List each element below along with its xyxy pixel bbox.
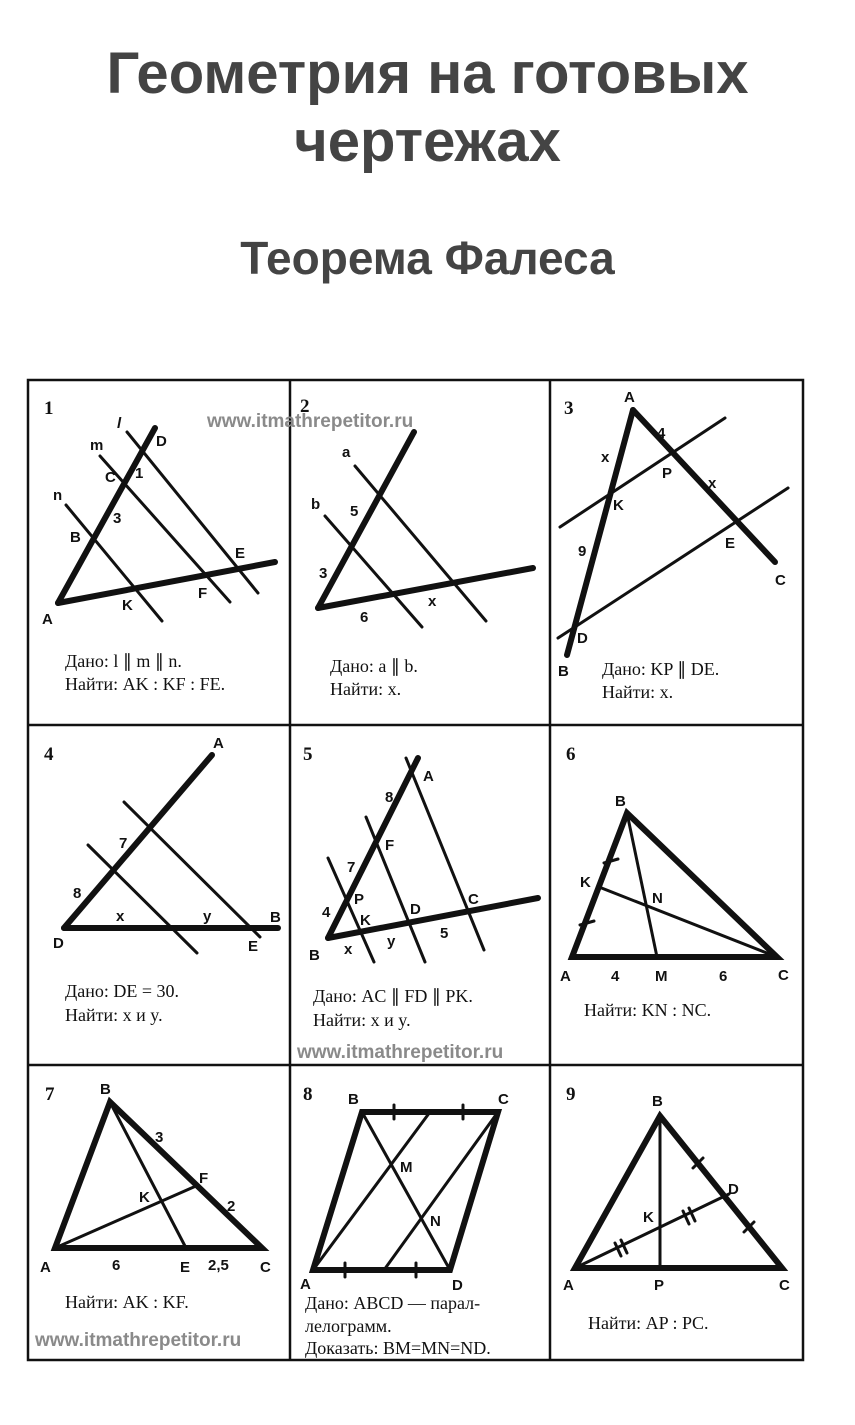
label: A	[42, 611, 53, 628]
problem-number: 2	[300, 396, 310, 417]
label: K	[139, 1189, 150, 1206]
problem-number: 6	[566, 744, 576, 765]
label: y	[387, 933, 396, 950]
label: 2,5	[208, 1257, 229, 1274]
label: A	[560, 968, 571, 985]
find-text: Найти: x.	[602, 682, 674, 702]
label: x	[428, 593, 437, 610]
problem-number: 1	[44, 398, 54, 419]
label: 8	[73, 885, 82, 902]
label: C	[468, 891, 479, 908]
find-text: Найти: x и y.	[313, 1010, 411, 1030]
problem-3	[558, 389, 788, 702]
label: D	[452, 1277, 463, 1294]
label: M	[655, 968, 668, 985]
label: D	[53, 935, 64, 952]
label: P	[354, 891, 365, 908]
find-text: Найти: KN : NC.	[584, 1000, 712, 1020]
label: E	[725, 535, 736, 552]
problem-6	[560, 744, 789, 1020]
label: F	[199, 1170, 209, 1187]
label: 3	[155, 1129, 164, 1146]
problem-7	[40, 1081, 271, 1312]
label: E	[248, 938, 259, 955]
find-text: Найти: AP : PC.	[588, 1313, 709, 1333]
label: C	[778, 967, 789, 984]
find-text: Доказать: BM=MN=ND.	[305, 1338, 491, 1358]
problem-5	[303, 744, 538, 1030]
label: b	[311, 496, 321, 513]
label: 1	[135, 465, 144, 482]
label: F	[385, 837, 395, 854]
label: 7	[347, 859, 356, 876]
label: n	[53, 487, 63, 504]
label: P	[654, 1277, 665, 1294]
given-text: Дано: AC ∥ FD ∥ PK.	[313, 986, 473, 1006]
label: 5	[440, 925, 449, 942]
problem-2	[300, 396, 533, 699]
label: 4	[611, 968, 620, 985]
label: x	[116, 908, 125, 925]
problem-number: 4	[44, 744, 54, 765]
label: C	[779, 1277, 790, 1294]
label: x	[601, 449, 610, 466]
page-subtitle: Теорема Фалеса	[240, 232, 615, 284]
given-text: Дано: DE = 30.	[65, 981, 180, 1001]
label: A	[213, 735, 224, 752]
label: 6	[112, 1257, 121, 1274]
label: 9	[578, 543, 587, 560]
label: K	[122, 597, 133, 614]
find-text: Найти: AK : KF.	[65, 1292, 189, 1312]
problem-1	[42, 398, 275, 694]
label: A	[563, 1277, 574, 1294]
label: K	[613, 497, 624, 514]
label: K	[643, 1209, 654, 1226]
label: 6	[360, 609, 369, 626]
label: 5	[350, 503, 359, 520]
find-text: Найти: x и y.	[65, 1005, 163, 1025]
find-text: Найти: x.	[330, 679, 402, 699]
label: C	[105, 469, 116, 486]
watermark: www.itmathrepetitor.ru	[297, 1042, 504, 1063]
label: E	[180, 1259, 191, 1276]
label: D	[156, 433, 167, 450]
label: B	[70, 529, 81, 546]
label: B	[100, 1081, 111, 1098]
label: 3	[319, 565, 328, 582]
label: F	[198, 585, 208, 602]
label: B	[348, 1091, 359, 1108]
label: l	[117, 415, 122, 432]
given-text-continued: лелограмм.	[305, 1316, 392, 1336]
problem-number: 5	[303, 744, 313, 765]
problem-number: 8	[303, 1084, 313, 1105]
problem-number: 9	[566, 1084, 576, 1105]
label: K	[580, 874, 591, 891]
given-text: Дано: KP ∥ DE.	[602, 659, 720, 679]
find-text: Найти: AK : KF : FE.	[65, 674, 226, 694]
label: 8	[385, 789, 394, 806]
label: A	[423, 768, 434, 785]
label: y	[203, 908, 212, 925]
page-title-line-2: чертежах	[294, 109, 561, 174]
label: C	[260, 1259, 271, 1276]
label: 4	[657, 425, 666, 442]
problem-number: 3	[564, 398, 574, 419]
watermark: www.itmathrepetitor.ru	[35, 1330, 242, 1351]
label: K	[360, 912, 371, 929]
label: D	[728, 1181, 739, 1198]
label: B	[309, 947, 320, 964]
problem-4	[44, 735, 281, 1025]
label: 3	[113, 510, 122, 527]
label: M	[400, 1159, 413, 1176]
label: 4	[322, 904, 331, 921]
label: m	[90, 437, 104, 454]
given-text: Дано: a ∥ b.	[330, 656, 418, 676]
given-text: Дано: l ∥ m ∥ n.	[65, 651, 182, 671]
label: x	[344, 941, 353, 958]
problem-number: 7	[45, 1084, 55, 1105]
label: 6	[719, 968, 728, 985]
page-title-text: Геометрия на готовых	[106, 41, 749, 106]
label: B	[652, 1093, 663, 1110]
given-text: Дано: ABCD — парал-	[305, 1293, 481, 1313]
label: N	[652, 890, 663, 907]
label: N	[430, 1213, 441, 1230]
label: B	[558, 663, 569, 680]
label: P	[662, 465, 673, 482]
label: 2	[227, 1198, 236, 1215]
label: C	[775, 572, 786, 589]
label: A	[40, 1259, 51, 1276]
label: A	[300, 1276, 311, 1293]
label: B	[270, 909, 281, 926]
problem-9	[563, 1084, 790, 1333]
label: B	[615, 793, 626, 810]
label: a	[342, 444, 351, 461]
label: C	[498, 1091, 509, 1108]
label: 7	[119, 835, 128, 852]
problem-8	[300, 1084, 509, 1358]
label: E	[235, 545, 246, 562]
label: D	[410, 901, 421, 918]
label: D	[577, 630, 588, 647]
watermark: www.itmathrepetitor.ru	[207, 411, 414, 432]
label: x	[708, 475, 717, 492]
label: A	[624, 389, 635, 406]
